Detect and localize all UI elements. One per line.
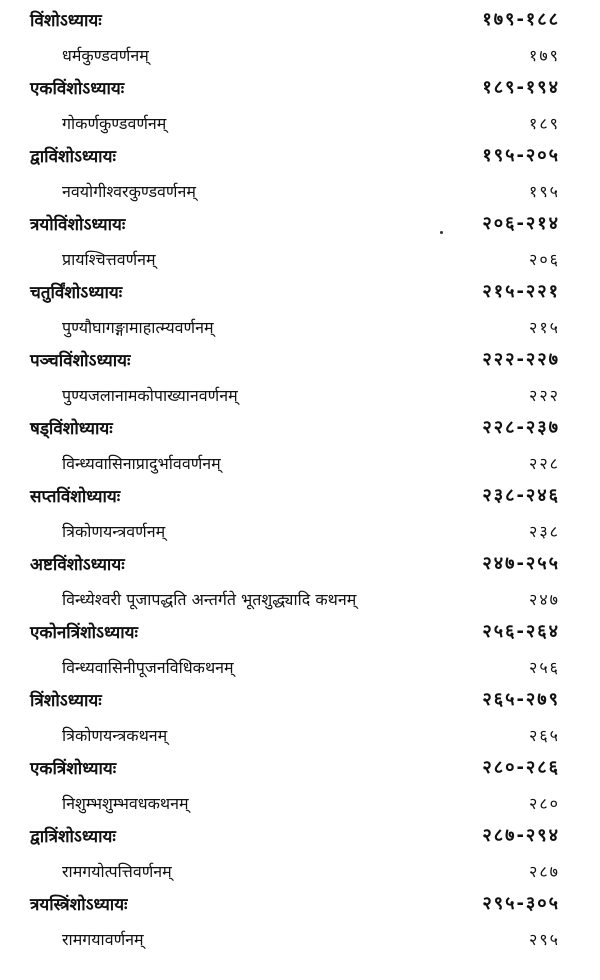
section-row: [0, 106, 600, 140]
chapter-page-range: १७९-१८८: [482, 9, 560, 30]
section-page-number: १७९: [529, 46, 560, 65]
stray-dot: [440, 231, 443, 234]
chapter-page-range: २४७-२५५: [482, 553, 560, 574]
chapter-row: [0, 820, 600, 854]
toc-entry: [0, 616, 600, 684]
section-title: निशुम्भशुम्भवधकथनम्: [62, 794, 189, 813]
section-title: त्रिकोणयन्त्रकथनम्: [62, 726, 168, 745]
section-page-number: २५६: [529, 658, 560, 677]
toc-entry: [0, 888, 600, 956]
section-page-number: २८७: [529, 862, 560, 881]
chapter-row: [0, 412, 600, 446]
section-title: प्रायश्चित्तवर्णनम्: [62, 250, 156, 269]
chapter-row: [0, 548, 600, 582]
toc-entry: [0, 480, 600, 548]
chapter-page-range: २५६-२६४: [482, 621, 560, 642]
toc-entry: [0, 412, 600, 480]
chapter-page-range: २२८-२३७: [482, 417, 560, 438]
chapter-title: अष्टविंशोऽध्यायः: [30, 555, 125, 575]
section-title: विन्ध्येश्वरी पूजापद्धति अन्तर्गते भूतशुद्ध्यादि कथनम्: [62, 590, 357, 609]
section-page-number: १८९: [529, 114, 560, 133]
chapter-title: द्वाविंशोऽध्यायः: [30, 147, 116, 167]
section-title: रामगयोत्पत्तिवर्णनम्: [62, 862, 172, 881]
section-row: [0, 310, 600, 344]
toc-entry: [0, 276, 600, 344]
section-page-number: २२८: [529, 454, 560, 473]
section-row: [0, 174, 600, 208]
section-title: त्रिकोणयन्त्रवर्णनम्: [62, 522, 166, 541]
section-title: विन्ध्यवासिनीपूजनविधिकथनम्: [62, 658, 234, 677]
chapter-row: [0, 140, 600, 174]
chapter-title: द्वात्रिंशोऽध्यायः: [30, 827, 116, 847]
section-page-number: २८०: [529, 794, 560, 813]
section-page-number: २३८: [529, 522, 560, 541]
section-page-number: २१५: [529, 318, 560, 337]
section-row: [0, 854, 600, 888]
chapter-title: विंशोऽध्यायः: [30, 11, 102, 31]
chapter-title: त्रिंशोऽध्यायः: [30, 691, 102, 711]
toc-entry: [0, 820, 600, 888]
section-row: [0, 922, 600, 956]
section-row: [0, 650, 600, 684]
chapter-row: [0, 344, 600, 378]
chapter-row: [0, 72, 600, 106]
section-row: [0, 786, 600, 820]
section-page-number: २९५: [529, 930, 560, 949]
chapter-page-range: २२२-२२७: [482, 349, 560, 370]
toc-entry: [0, 208, 600, 276]
toc-entry: [0, 4, 600, 72]
section-page-number: १९५: [529, 182, 560, 201]
chapter-title: त्रयस्त्रिंशोऽध्यायः: [30, 895, 128, 915]
chapter-title: एकविंशोऽध्यायः: [30, 79, 125, 99]
section-row: [0, 514, 600, 548]
chapter-page-range: २९५-३०५: [482, 893, 560, 914]
chapter-page-range: २८०-२८६: [482, 757, 560, 778]
chapter-row: [0, 276, 600, 310]
section-page-number: २०६: [529, 250, 560, 269]
chapter-title: पञ्चविंशोऽध्यायः: [30, 351, 131, 371]
chapter-row: [0, 208, 600, 242]
chapter-title: त्रयोविंशोऽध्यायः: [30, 215, 126, 235]
table-of-contents: [0, 4, 600, 956]
chapter-row: [0, 684, 600, 718]
section-row: [0, 718, 600, 752]
section-page-number: २२२: [529, 386, 560, 405]
toc-entry: [0, 344, 600, 412]
section-row: [0, 446, 600, 480]
section-title: पुण्यौघागङ्गामाहात्म्यवर्णनम्: [62, 318, 214, 337]
chapter-page-range: २३८-२४६: [482, 485, 560, 506]
section-row: [0, 378, 600, 412]
toc-entry: [0, 72, 600, 140]
chapter-title: चतुर्विंशोऽध्यायः: [30, 283, 123, 303]
chapter-page-range: २०६-२१४: [482, 213, 560, 234]
chapter-page-range: १९५-२०५: [482, 145, 560, 166]
section-title: रामगयावर्णनम्: [62, 930, 144, 949]
chapter-page-range: २६५-२७९: [482, 689, 560, 710]
section-title: धर्मकुण्डवर्णनम्: [62, 46, 149, 65]
toc-entry: [0, 752, 600, 820]
chapter-title: एकोनत्रिंशोऽध्यायः: [30, 623, 138, 643]
chapter-row: [0, 616, 600, 650]
toc-entry: [0, 140, 600, 208]
chapter-page-range: २८७-२९४: [482, 825, 560, 846]
section-title: गोकर्णकुण्डवर्णनम्: [62, 114, 167, 133]
section-row: [0, 242, 600, 276]
section-row: [0, 582, 600, 616]
toc-entry: [0, 684, 600, 752]
chapter-row: [0, 480, 600, 514]
section-row: [0, 38, 600, 72]
toc-entry: [0, 548, 600, 616]
chapter-title: सप्तविंशोध्यायः: [30, 487, 121, 507]
chapter-row: [0, 752, 600, 786]
section-title: पुण्यजलानामकोपाख्यानवर्णनम्: [62, 386, 238, 405]
chapter-title: षड्विंशोध्यायः: [30, 419, 113, 439]
chapter-row: [0, 888, 600, 922]
section-title: नवयोगीश्वरकुण्डवर्णनम्: [62, 182, 196, 201]
section-page-number: २६५: [529, 726, 560, 745]
chapter-row: [0, 4, 600, 38]
section-page-number: २४७: [529, 590, 560, 609]
chapter-page-range: १८९-१९४: [482, 77, 560, 98]
chapter-page-range: २१५-२२१: [482, 281, 560, 302]
section-title: विन्ध्यवासिनाप्रादुर्भाववर्णनम्: [62, 454, 221, 473]
chapter-title: एकत्रिंशोध्यायः: [30, 759, 117, 779]
